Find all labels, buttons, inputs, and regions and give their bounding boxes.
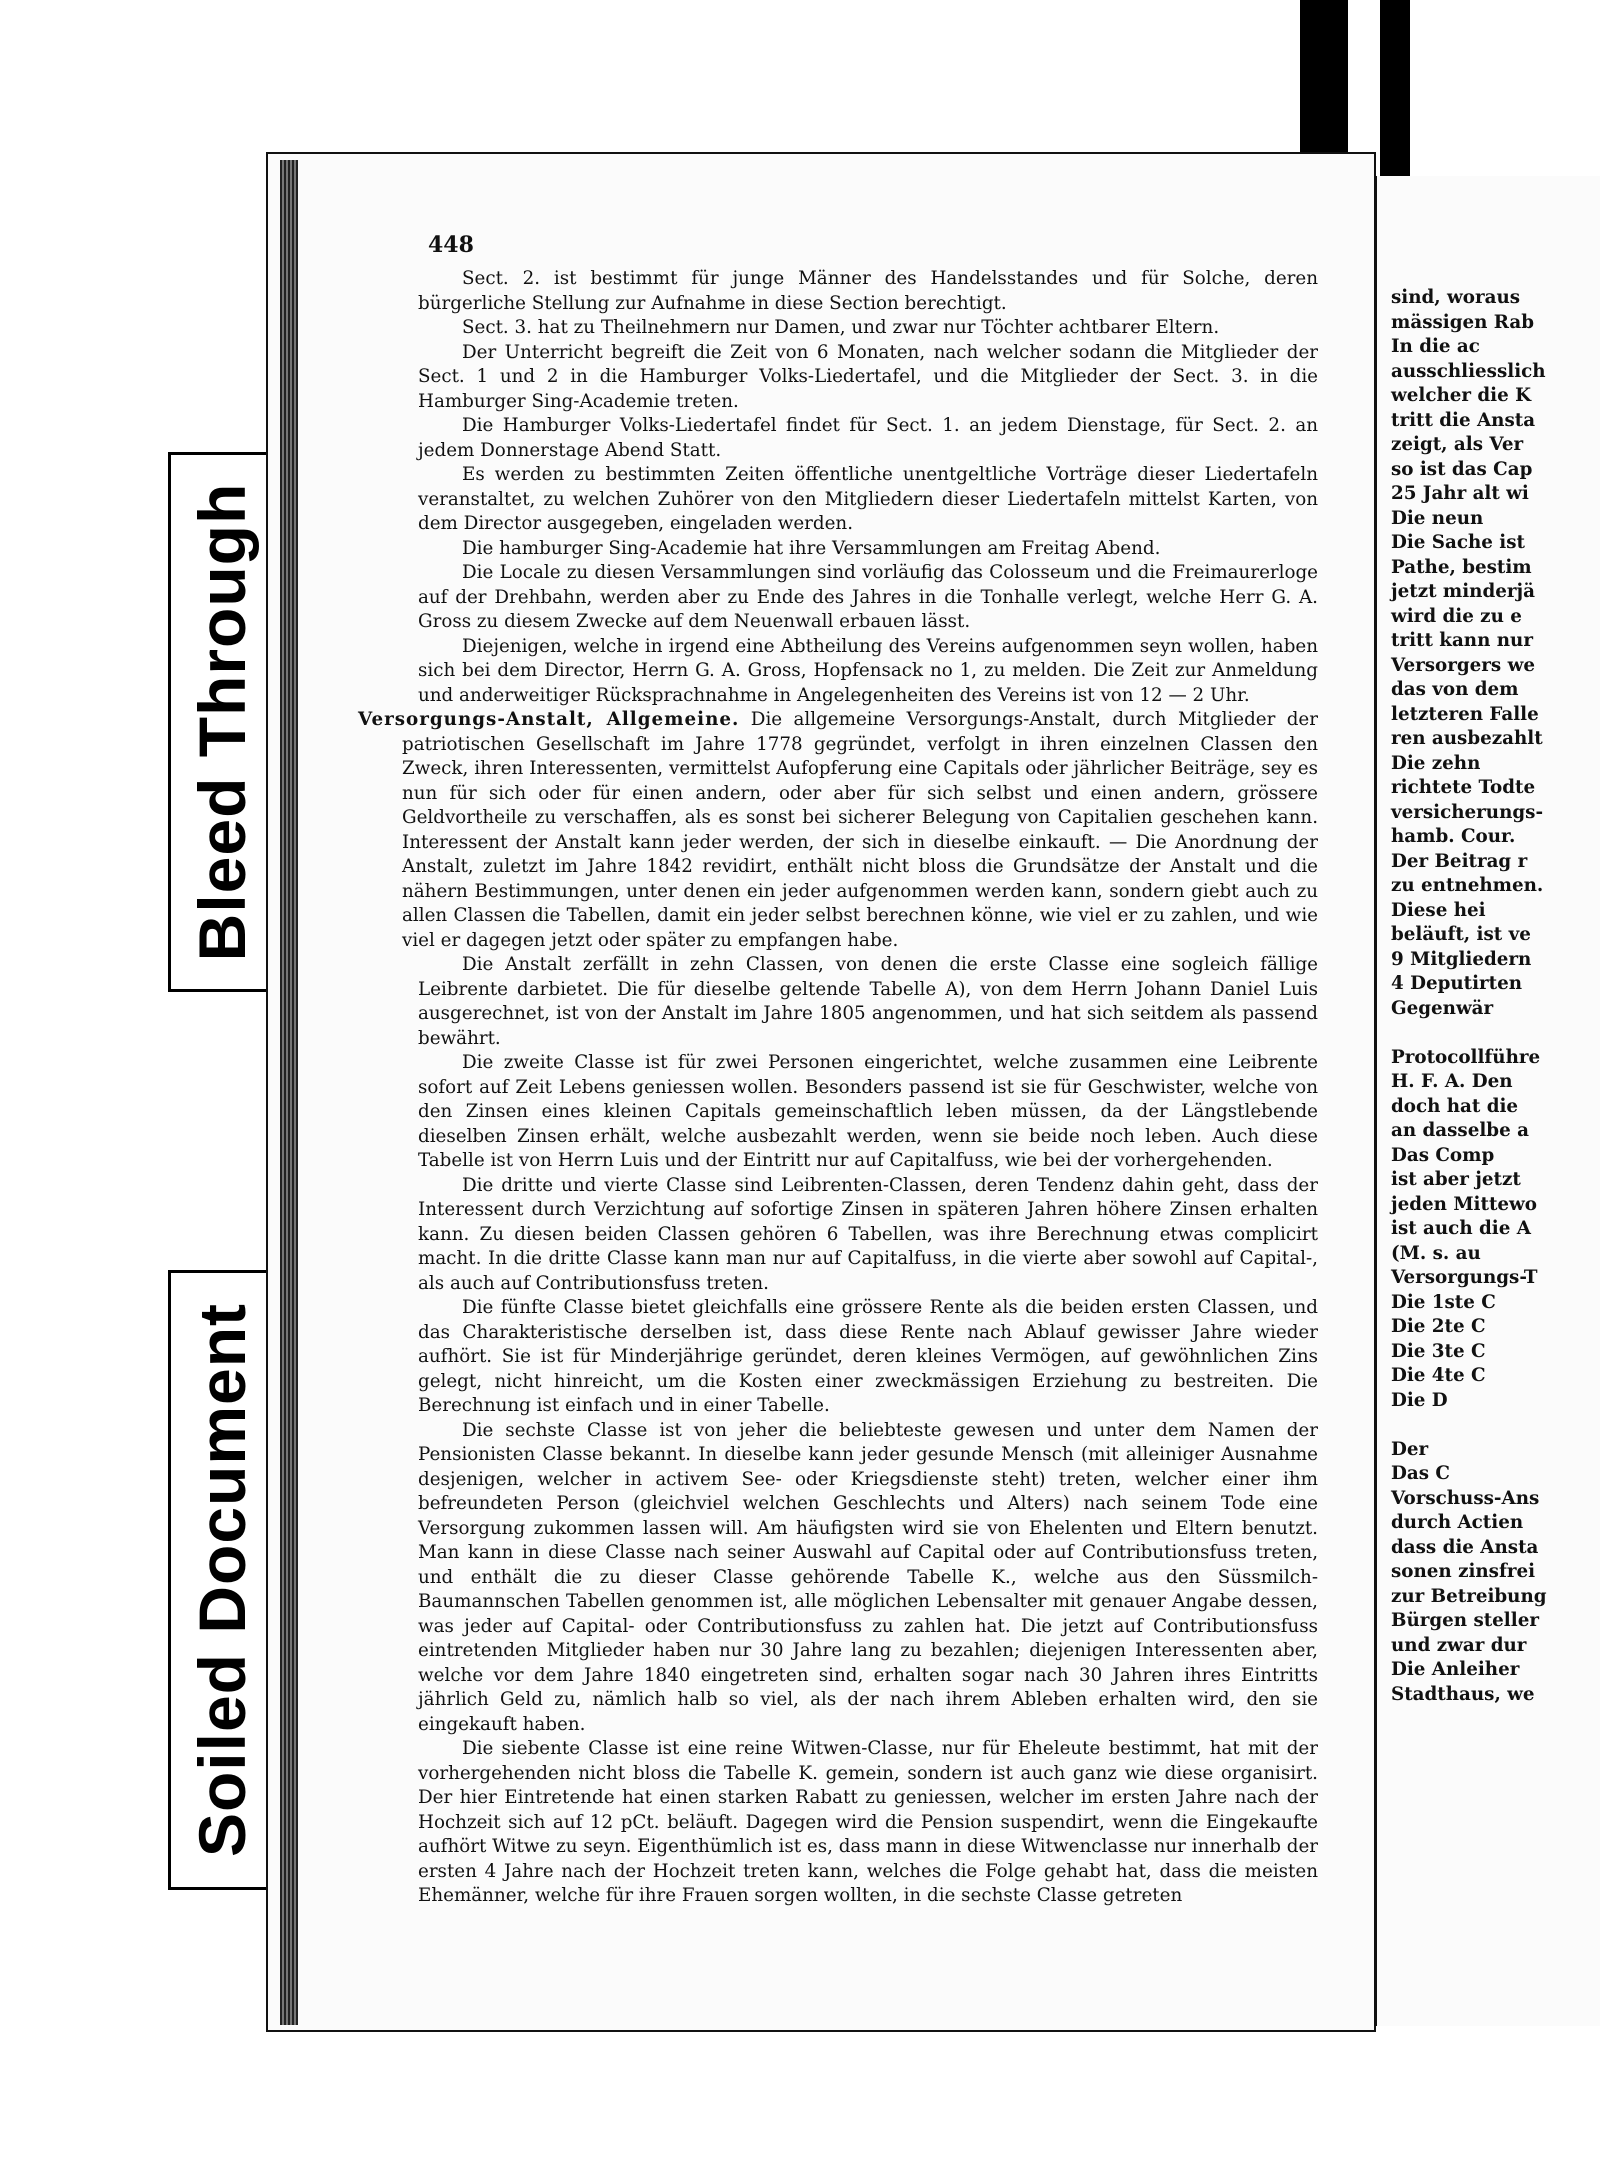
right-page-line: tritt die Ansta: [1391, 409, 1536, 431]
right-page-line: dass die Ansta: [1391, 1536, 1539, 1558]
paragraph: Die siebente Classe ist eine reine Witwen-Classe, nur für Eheleute bestimmt, hat mit der vorhergehenden nicht bloss die Tabelle K. gemein, sondern ist auch ganz wie diese organisirt. Der hier Eintretende hat einen starken Rabatt zu geniessen, welcher im ersten Jahre nach der Hochzeit sich auf 12 pCt. beläuft. Dagegen wird die Pension suspendirt, wenn die Eingekaufte aufhört Witwe zu seyn. Eigenthümlich ist es, dass mann in diese Witwenclasse nur innerhalb der ersten 4 Jahre nach der Hochzeit treten kann, welches die Folge gehabt hat, dass die meisten Ehemänner, welche für ihre Frauen sorgen wollten, in die sechste Classe getreten: [418, 1738, 1318, 1906]
right-page-line: Der: [1391, 1438, 1429, 1460]
paragraph: Der Unterricht begreift die Zeit von 6 Monaten, nach welcher sodann die Mitglieder der Sect. 1 und 2 in die Hamburger Volks-Liedertafel, und die Mitglieder der Sect. 3. in die Hamburger Sing-Academie treten.: [418, 341, 1318, 412]
paragraph: Die dritte und vierte Classe sind Leibrenten-Classen, deren Tendenz dahin geht, dass der Interessent durch Verzichtung auf sofortige Zinsen in späteren Jahren höhere Zinsen erhalten kann. Zu diesen beiden Classen gehören 6 Tabellen, was ihre Berechnung etwas complicirt macht. In die dritte Classe kann man nur auf Capitalfuss, in die vierte aber sowohl auf Capital-, als auch auf Contributionsfuss treten.: [418, 1174, 1318, 1294]
paragraph: Die Hamburger Volks-Liedertafel findet für Sect. 1. an jedem Dienstage, für Sect. 2. an jedem Donnerstage Abend Statt.: [418, 415, 1318, 461]
right-page-line: zeigt, als Ver: [1391, 434, 1524, 455]
right-page-line: jeden Mittewo: [1391, 1193, 1537, 1215]
right-page-text: [1391, 286, 1547, 1707]
bleed-through-text: Bleed Through: [185, 482, 259, 962]
right-page-line: Protocollführe: [1391, 1046, 1541, 1068]
right-page-line: Die 1ste C: [1391, 1291, 1496, 1313]
paragraph: Die Locale zu diesen Versammlungen sind vorläufig das Colosseum und die Freimaurerloge auf der Drehbahn, werden aber zu Ende des Jahres in die Tonhalle verlegt, welche Herr G. A. Gross zu diesem Zwecke auf dem Neuenwall erbauen lässt.: [418, 562, 1318, 632]
right-page: [1374, 176, 1600, 2026]
right-page-line: Versorgers we: [1391, 654, 1535, 676]
blank-space: [1391, 1021, 1547, 1046]
right-page-line: ren ausbezahlt: [1391, 728, 1543, 749]
right-page-line: 9 Mitgliedern: [1391, 948, 1532, 970]
right-page-line: wird die zu e: [1391, 605, 1522, 627]
blank-space: [1391, 1413, 1547, 1438]
right-page-line: so ist das Cap: [1391, 458, 1533, 480]
right-page-line: Vorschuss-Ans: [1391, 1487, 1540, 1509]
right-page-line: Stadthaus, we: [1391, 1683, 1535, 1705]
right-page-line: ausschliesslich: [1391, 360, 1546, 382]
paragraph: Die fünfte Classe bietet gleichfalls eine grössere Rente als die beiden ersten Classen, und das Charakteristische derselben ist, dass diese Rente nach Ablauf gewisser Jahre wieder aufhört. Sie ist für Minderjährige geründet, deren kleines Vermögen, auf gewöhnlichen Zins gelegt, nicht hinreicht, um die Kosten einer zweckmässigen Erziehung zu bestreiten. Die Berechnung ist einfach und in einer Tabelle.: [418, 1297, 1318, 1416]
page-text: [358, 267, 1318, 1909]
right-page-line: durch Actien: [1391, 1512, 1524, 1533]
right-page-line: ist aber jetzt: [1391, 1169, 1521, 1190]
paragraph: Sect. 2. ist bestimmt für junge Männer des Handelsstandes und für Solche, deren bürgerliche Stellung zur Aufnahme in diese Section berechtigt.: [418, 268, 1318, 314]
right-page-line: hamb. Cour.: [1391, 826, 1516, 847]
paragraph: Die hamburger Sing-Academie hat ihre Versammlungen am Freitag Abend.: [462, 537, 1161, 559]
bleed-through-label: [168, 452, 276, 992]
right-page-line: Bürgen steller: [1391, 1610, 1539, 1631]
right-page-line: sonen zinsfrei: [1391, 1561, 1536, 1582]
right-page-line: tritt kann nur: [1391, 630, 1533, 651]
right-page-line: In die ac: [1391, 336, 1480, 357]
right-page-line: und zwar dur: [1391, 1634, 1527, 1656]
paragraph: Es werden zu bestimmten Zeiten öffentliche unentgeltliche Vorträge dieser Liedertafeln veranstaltet, zu welchen Zuhörer von den Mitgliedern dieser Liedertafeln mittelst Karten, von dem Director ausgegeben, eingeladen werden.: [418, 464, 1318, 534]
right-page-line: sind, woraus: [1391, 287, 1521, 308]
right-page-line: das von dem: [1391, 679, 1519, 700]
paragraph: Die sechste Classe ist von jeher die beliebteste gewesen und unter dem Namen der Pensionisten Classe bekannt. In dieselbe kann jeder gesunde Mensch (mit alleiniger Ausnahme desjenigen, welcher in activem See- oder Kriegsdienste steht) treten, welcher einer ihm befreundeten Person (gleichviel welchen Geschlechts und Alters) nach seinem Tode eine Versorgung zukommen lassen will. Am häufigsten wird sie von Ehelenten und Eltern benutzt. Man kann in diese Classe nach seiner Auswahl auf Capital oder auf Contributionsfuss treten, und enthält die zu dieser Classe gehörende Tabelle K., welche aus den Süssmilch-Baumannschen Tabellen genommen ist, alle möglichen Lebensalter mit genauer Angabe dessen, was jeder auf Capital- oder Contributionsfuss zu zahlen hat. Die jetzt auf Contributionsfuss eintretenden Mitglieder haben nur 30 Jahre lang zu bezahlen; diejenigen Interessenten aber, welche vor dem Jahre 1840 eingetreten sind, erhalten sogar nach 30 Jahren ihres Eintritts jährlich Geld zu, nämlich halb so viel, als der nach ihrem Ableben erhalten wird, den sie eingekauft haben.: [418, 1419, 1318, 1735]
paragraph: Diejenigen, welche in irgend eine Abtheilung des Vereins aufgenommen seyn wollen, haben sich bei dem Director, Herrn G. A. Gross, Hopfensack no 1, zu melden. Die Zeit zur Anmeldung und anderweitiger Rücksprachnahme in Angelegenheiten des Vereins ist von 12 — 2 Uhr.: [418, 635, 1318, 706]
section-heading: Versorgungs-Anstalt, Allgemeine.: [358, 709, 740, 730]
scan-border-top-right: [1380, 0, 1410, 185]
right-page-line: Die 4te C: [1391, 1365, 1486, 1386]
right-page-line: Die 2te C: [1391, 1316, 1486, 1337]
page-number: 448: [428, 232, 474, 258]
right-page-line: Die Sache ist: [1391, 532, 1525, 553]
right-page-line: Die zehn: [1391, 752, 1481, 774]
paragraph: Die zweite Classe ist für zwei Personen eingerichtet, welche zusammen eine Leibrente sofort auf Zeit Lebens geniessen wollen. Besonders passend ist sie für Geschwister, welche von den Zinsen eines kleinen Capitals gemeinschaftlich leben müssen, da der Längstlebende dieselben Zinsen erhält, welche ausbezahlt werden, wenn sie beide noch leben. Auch diese Tabelle ist von Herrn Luis und der Eintritt nur auf Capitalfuss, wie bei der vorhergehenden.: [418, 1052, 1318, 1171]
right-page-line: H. F. A. Den: [1391, 1071, 1513, 1092]
right-page-line: Versorgungs-T: [1391, 1267, 1538, 1288]
section-entry: [358, 708, 1318, 953]
right-page-line: 25 Jahr alt wi: [1391, 483, 1529, 504]
section-intro: Die allgemeine Versorgungs-Anstalt, durch Mitglieder der patriotischen Gesellschaft im Jahre 1778 gegründet, verfolgt in ihren einzelnen Classen den Zweck, ihren Interessenten, vermittelst Aufopferung eine Capitals oder jährlicher Beiträge, sey es nun für sich oder für einen andern, oder aber für sich selbst und einen andern, grössere Geldvortheile zu verschaffen, als es sonst bei sicherer Belegung von Capitalien geschehen kann. Interessent der Anstalt kann jeder werden, der sich in dieselbe einkauft. — Die Anordnung der Anstalt, zuletzt im Jahre 1842 revidirt, enthält nicht bloss die Grundsätze der Anstalt und die nähern Bestimmungen, unter denen ein jeder aufgenommen werden kann, sondern giebt auch zu allen Classen die Tabellen, damit ein jeder selbst berechnen könne, wie viel er zu zahlen, und wie viel er dagegen jetzt oder später zu empfangen habe.: [402, 709, 1318, 951]
right-page-line: Die 3te C: [1391, 1340, 1486, 1362]
right-page-line: welcher die K: [1391, 385, 1531, 406]
soiled-document-label: [168, 1270, 276, 1890]
page-edges: [280, 160, 298, 2025]
right-page-line: Die D: [1391, 1389, 1448, 1411]
right-page-line: versicherungs-: [1391, 801, 1544, 823]
right-page-line: Das Comp: [1391, 1144, 1495, 1166]
right-page-line: Gegenwär: [1391, 997, 1494, 1019]
right-page-line: doch hat die: [1391, 1095, 1519, 1117]
right-page-line: ist auch die A: [1391, 1218, 1531, 1239]
right-page-line: Der Beitrag r: [1391, 850, 1528, 872]
right-page-line: 4 Deputirten: [1391, 973, 1523, 994]
right-page-line: mässigen Rab: [1391, 311, 1535, 333]
right-page-line: Diese hei: [1391, 899, 1486, 921]
right-page-line: letzteren Falle: [1391, 703, 1539, 725]
right-page-line: Die Anleiher: [1391, 1659, 1520, 1680]
right-page-line: zur Betreibung: [1391, 1585, 1547, 1607]
paragraph: Sect. 3. hat zu Theilnehmern nur Damen, und zwar nur Töchter achtbarer Eltern.: [462, 317, 1220, 338]
soiled-document-text: Soiled Document: [185, 1302, 259, 1858]
right-page-line: Pathe, bestim: [1391, 556, 1532, 578]
right-page-line: jetzt minderjä: [1391, 581, 1535, 602]
right-page-line: Das C: [1391, 1463, 1450, 1484]
right-page-line: an dasselbe a: [1391, 1120, 1529, 1141]
right-page-line: (M. s. au: [1391, 1242, 1481, 1264]
right-page-line: beläuft, ist ve: [1391, 924, 1531, 945]
right-page-line: richtete Todte: [1391, 777, 1536, 798]
right-page-line: Die neun: [1391, 507, 1484, 529]
paragraph: Die Anstalt zerfällt in zehn Classen, von denen die erste Classe eine sogleich fällige Leibrente darbietet. Die für dieselbe geltende Tabelle A), von dem Herrn Johann Daniel Luis ausgerechnet, ist von der Anstalt im Jahre 1805 angenommen, und hat sich seitdem als passend bewährt.: [418, 954, 1318, 1049]
right-page-line: zu entnehmen.: [1391, 875, 1544, 896]
